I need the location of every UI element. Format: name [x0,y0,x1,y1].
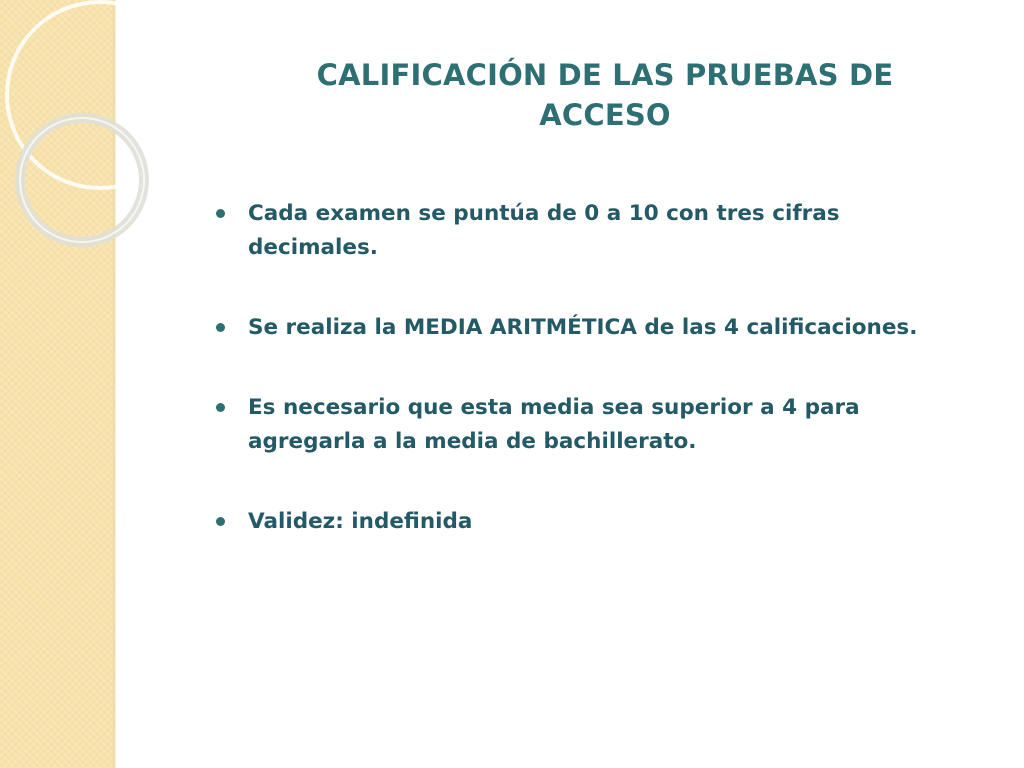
slide-title: CALIFICACIÓN DE LAS PRUEBAS DE ACCESO [316,58,894,132]
bullet-dot-icon [216,209,225,218]
bullet-text: Es necesario que esta media sea superior a 4 para agregarla a la media de bachillerato. [248,395,860,454]
bullet-item [216,505,936,539]
bullet-text: Se realiza la MEDIA ARITMÉTICA de las 4 calificaciones. [248,315,918,340]
bullet-item [216,197,936,265]
decorative-ring-lower-highlight [20,118,144,242]
bullet-dot-icon [216,403,225,412]
bullet-item [216,391,936,459]
decorative-rings [0,0,160,280]
bullet-list [216,197,936,585]
bullet-dot-icon [216,323,225,332]
bullet-dot-icon [216,517,225,526]
bullet-text: Cada examen se puntúa de 0 a 10 con tres cifras decimales. [248,201,840,260]
bullet-item [216,311,936,345]
bullet-text: Validez: indefinida [248,509,473,534]
